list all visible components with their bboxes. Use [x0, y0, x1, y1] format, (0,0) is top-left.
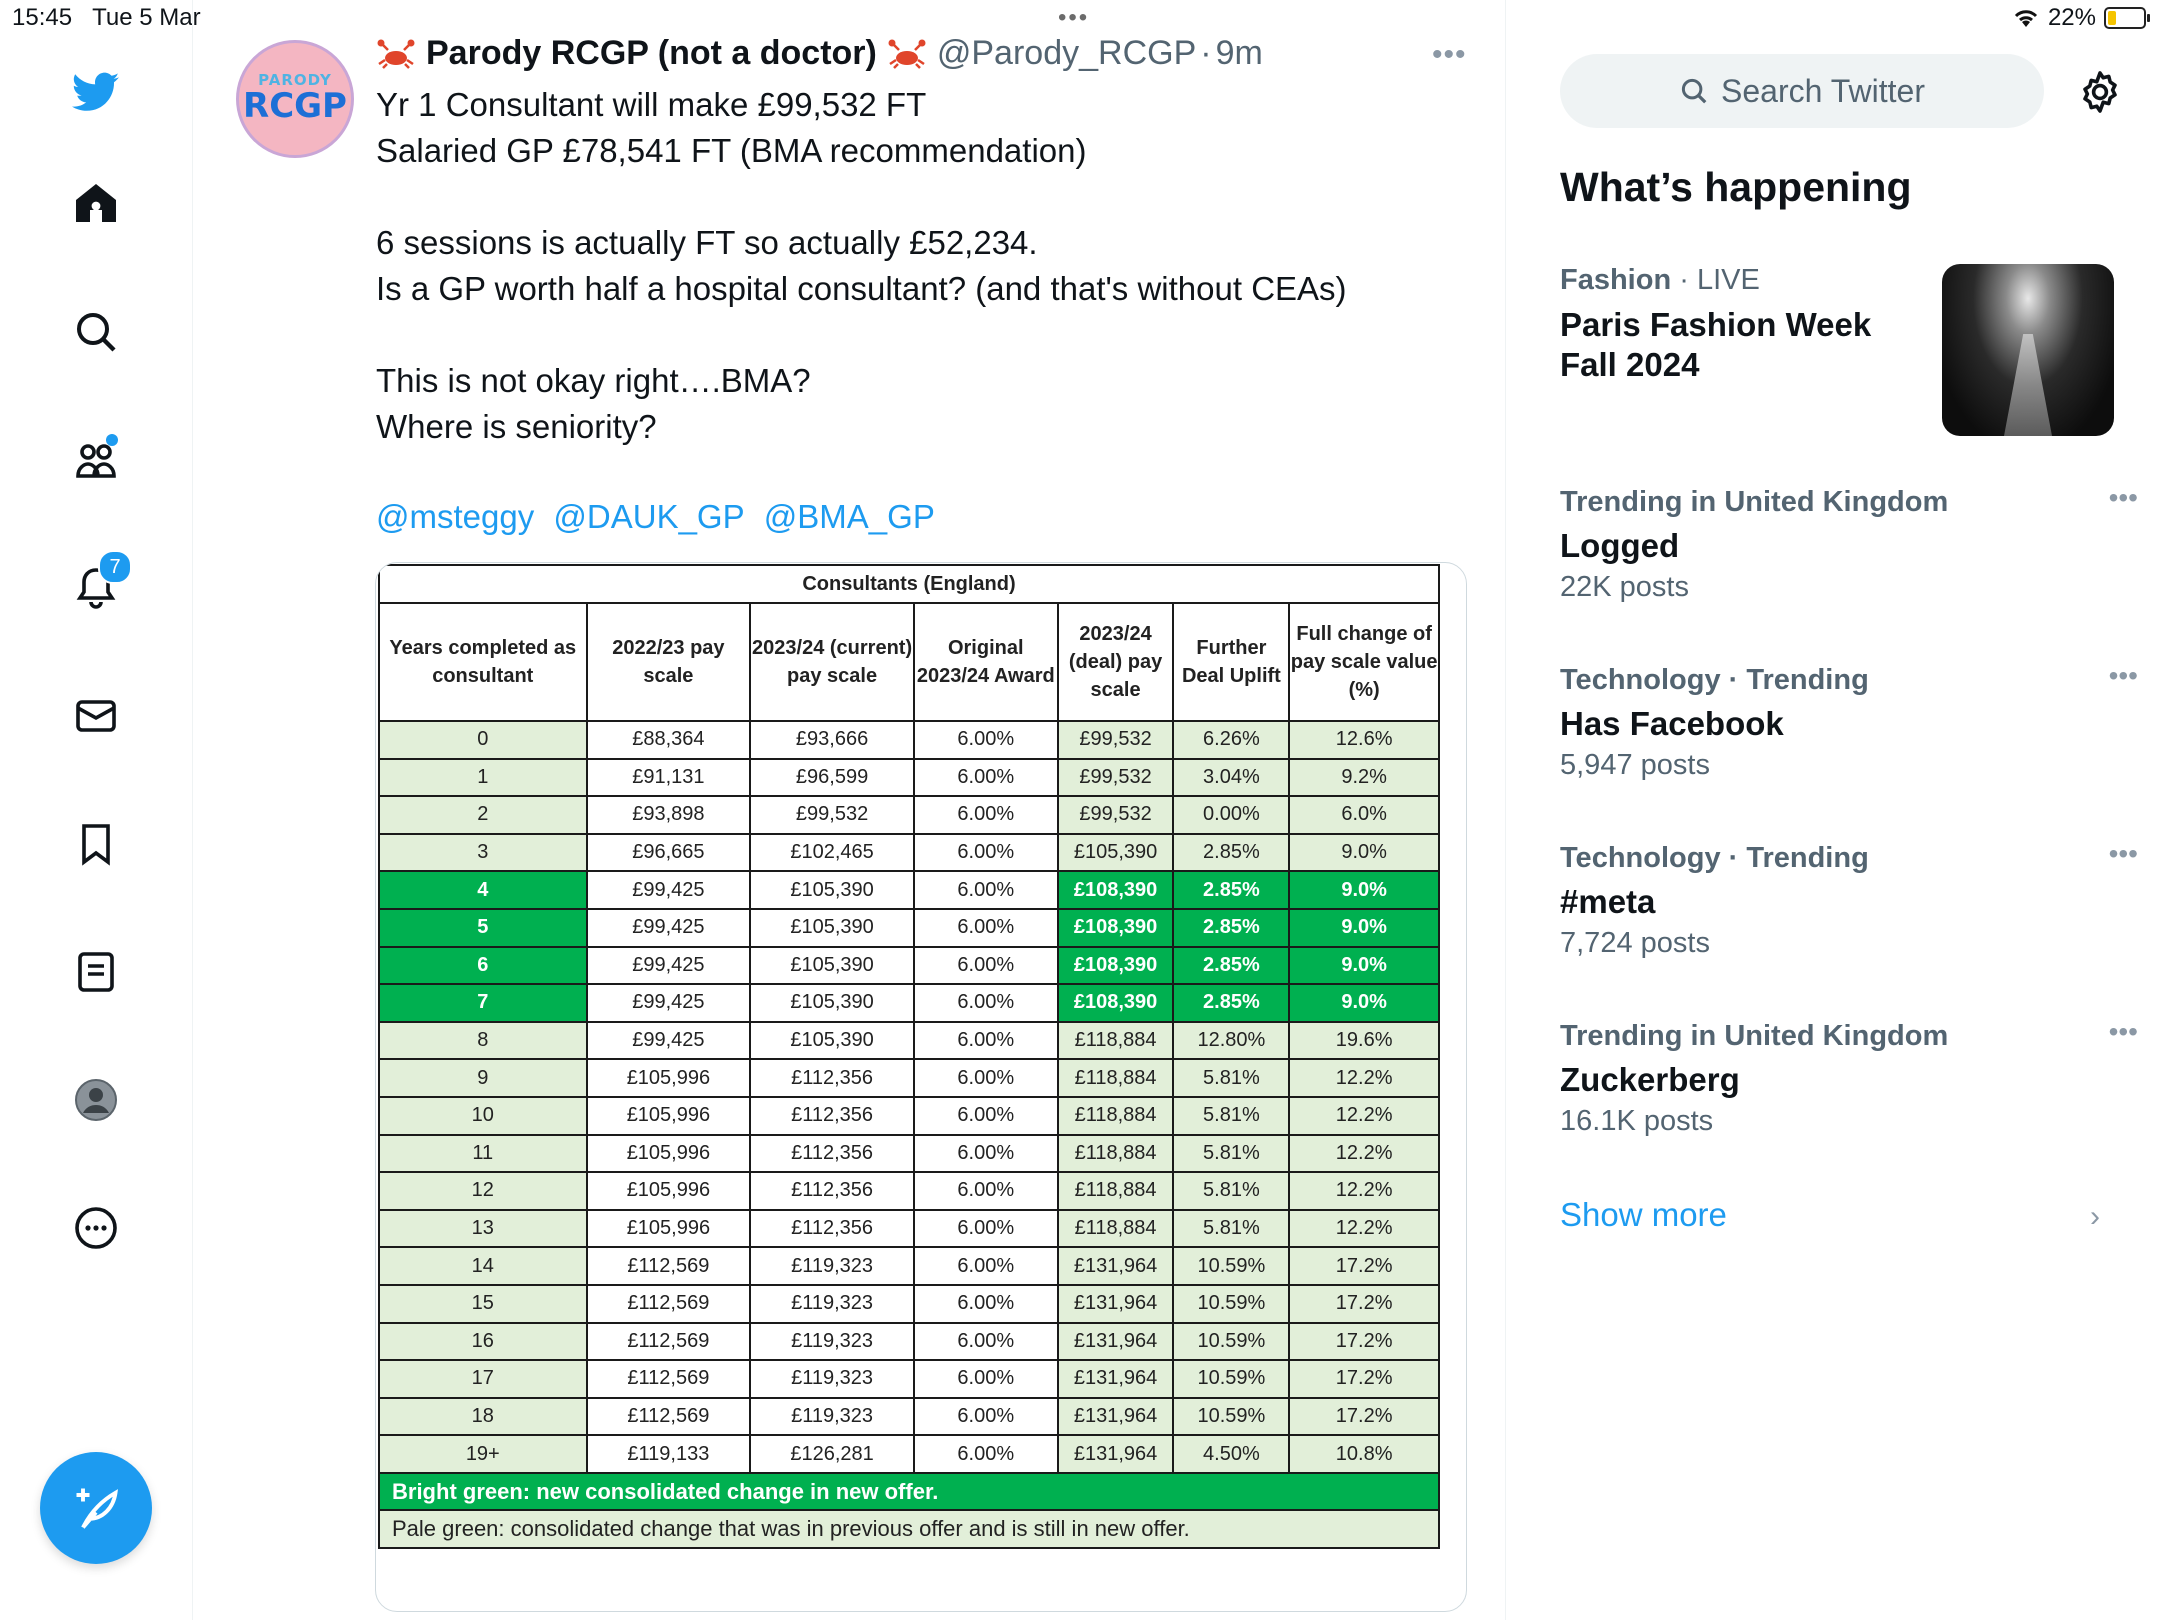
- table-cell: £99,532: [1058, 721, 1174, 759]
- table-row: [379, 1285, 1439, 1323]
- table-cell: 6.00%: [914, 1398, 1058, 1436]
- table-cell: 6.00%: [914, 834, 1058, 872]
- table-cell: £99,425: [587, 871, 751, 909]
- crab-emoji-icon: [887, 38, 927, 70]
- table-cell: £105,996: [587, 1059, 751, 1097]
- table-cell: 4.50%: [1173, 1435, 1289, 1473]
- chevron-right-icon: ›: [2090, 1200, 2100, 1233]
- table-cell: £119,133: [587, 1435, 751, 1473]
- trend-item[interactable]: [1560, 1016, 2138, 1138]
- table-cell: £99,532: [750, 796, 914, 834]
- column-header: 2023/24 (current) pay scale: [750, 603, 914, 721]
- tweet-mentions: [376, 498, 945, 536]
- table-cell: 6.00%: [914, 1247, 1058, 1285]
- table-cell: 9.0%: [1289, 947, 1439, 985]
- table-cell: 6.00%: [914, 1285, 1058, 1323]
- search-placeholder: Search Twitter: [1721, 72, 1925, 109]
- table-cell: £112,569: [587, 1247, 751, 1285]
- table-cell: £99,425: [587, 984, 751, 1022]
- lists-icon[interactable]: [52, 928, 140, 1016]
- table-cell: 2: [379, 796, 587, 834]
- table-cell: £96,599: [750, 759, 914, 797]
- table-cell: 6.00%: [914, 759, 1058, 797]
- table-cell: 6.00%: [914, 1097, 1058, 1135]
- column-header: Full change of pay scale value (%): [1289, 603, 1439, 721]
- table-cell: 10.59%: [1173, 1398, 1289, 1436]
- table-cell: 9.0%: [1289, 909, 1439, 947]
- search-box[interactable]: [1560, 54, 2044, 128]
- table-cell: 12.2%: [1289, 1172, 1439, 1210]
- show-more-link[interactable]: Show more: [1560, 1196, 1727, 1233]
- table-cell: 5.81%: [1173, 1097, 1289, 1135]
- table-cell: 6.0%: [1289, 796, 1439, 834]
- trend-category: Fashion: [1560, 264, 1672, 296]
- trend-count: 5,947 posts: [1560, 749, 1710, 781]
- table-cell: 5.81%: [1173, 1210, 1289, 1248]
- table-cell: 17: [379, 1360, 587, 1398]
- table-row: [379, 796, 1439, 834]
- status-time: 15:45 Tue 5 Mar: [12, 4, 201, 31]
- trend-more-icon[interactable]: •••: [2108, 660, 2138, 691]
- table-cell: £105,390: [1058, 834, 1174, 872]
- table-cell: 5.81%: [1173, 1172, 1289, 1210]
- table-cell: 12.2%: [1289, 1059, 1439, 1097]
- mention-link[interactable]: @BMA_GP: [763, 498, 935, 535]
- table-row: [379, 871, 1439, 909]
- tweet-display-name[interactable]: Parody RCGP (not a doctor): [426, 34, 877, 72]
- table-row: [379, 1323, 1439, 1361]
- table-cell: £88,364: [587, 721, 751, 759]
- table-cell: £119,323: [750, 1323, 914, 1361]
- column-header: 2022/23 pay scale: [587, 603, 751, 721]
- more-options-icon[interactable]: [52, 1184, 140, 1272]
- table-cell: £105,390: [750, 871, 914, 909]
- table-cell: £131,964: [1058, 1360, 1174, 1398]
- table-cell: 9.0%: [1289, 984, 1439, 1022]
- table-row: [379, 909, 1439, 947]
- table-row: [379, 759, 1439, 797]
- table-cell: £99,532: [1058, 796, 1174, 834]
- table-row: [379, 1059, 1439, 1097]
- table-cell: 12.2%: [1289, 1097, 1439, 1135]
- table-cell: 11: [379, 1135, 587, 1173]
- notifications-badge: 7: [98, 550, 132, 584]
- table-cell: £118,884: [1058, 1097, 1174, 1135]
- table-cell: £108,390: [1058, 947, 1174, 985]
- table-cell: 17.2%: [1289, 1398, 1439, 1436]
- table-row: [379, 1172, 1439, 1210]
- table-cell: £99,425: [587, 909, 751, 947]
- table-cell: 5: [379, 909, 587, 947]
- table-row: [379, 1022, 1439, 1060]
- consultant-pay-table: [378, 564, 1440, 1549]
- table-cell: 17.2%: [1289, 1323, 1439, 1361]
- trend-meta: Technology · Trending: [1560, 664, 1869, 696]
- table-cell: 8: [379, 1022, 587, 1060]
- communities-dot: [106, 434, 118, 446]
- table-row: [379, 721, 1439, 759]
- search-icon: [1679, 76, 1709, 106]
- table-cell: £112,569: [587, 1323, 751, 1361]
- table-cell: 6.00%: [914, 909, 1058, 947]
- fashion-runway-image[interactable]: [1942, 264, 2114, 436]
- table-cell: £105,390: [750, 909, 914, 947]
- table-cell: 0: [379, 721, 587, 759]
- table-cell: £96,665: [587, 834, 751, 872]
- table-cell: 3.04%: [1173, 759, 1289, 797]
- table-cell: 6.00%: [914, 1022, 1058, 1060]
- column-header: Years completed as consultant: [379, 603, 587, 721]
- trend-title: Logged: [1560, 527, 1680, 564]
- table-title: Consultants (England): [379, 565, 1439, 603]
- twitter-logo-icon[interactable]: [52, 48, 140, 136]
- table-cell: £118,884: [1058, 1172, 1174, 1210]
- notifications-bell-icon[interactable]: [52, 544, 140, 632]
- table-cell: 5.81%: [1173, 1135, 1289, 1173]
- table-cell: 14: [379, 1247, 587, 1285]
- tweet-separator: ·: [1200, 34, 1212, 72]
- trend-item[interactable]: [1560, 838, 2138, 960]
- table-cell: 10.59%: [1173, 1360, 1289, 1398]
- bookmarks-icon[interactable]: [52, 800, 140, 888]
- table-row: [379, 1398, 1439, 1436]
- table-cell: £119,323: [750, 1247, 914, 1285]
- table-row: [379, 1360, 1439, 1398]
- table-cell: £118,884: [1058, 1210, 1174, 1248]
- table-cell: 6.00%: [914, 1059, 1058, 1097]
- table-cell: £118,884: [1058, 1059, 1174, 1097]
- legend-pale-green: Pale green: consolidated change that was in previous offer and is still in new offer.: [379, 1510, 1439, 1548]
- avatar-main-text: RCGP: [243, 86, 347, 126]
- communities-icon[interactable]: [52, 416, 140, 504]
- table-cell: £118,884: [1058, 1022, 1174, 1060]
- tweet-text: Yr 1 Consultant will make £99,532 FT Salaried GP £78,541 FT (BMA recommendation) 6 sessions is actually FT so actually £52,234. Is a GP worth half a hospital consultant? (and that's without CEAs) This is not okay right….BMA? Where is seniority?: [376, 86, 1347, 445]
- table-cell: 19.6%: [1289, 1022, 1439, 1060]
- table-cell: 3: [379, 834, 587, 872]
- table-cell: 12.2%: [1289, 1210, 1439, 1248]
- table-cell: £112,356: [750, 1097, 914, 1135]
- table-cell: £108,390: [1058, 984, 1174, 1022]
- table-cell: 12.6%: [1289, 721, 1439, 759]
- battery-percent: 22%: [2047, 4, 2096, 31]
- table-cell: 7: [379, 984, 587, 1022]
- table-cell: 2.85%: [1173, 834, 1289, 872]
- table-cell: 17.2%: [1289, 1285, 1439, 1323]
- table-row: [379, 984, 1439, 1022]
- status-right: [2012, 4, 2146, 32]
- table-cell: 10: [379, 1097, 587, 1135]
- tweet-handle[interactable]: @Parody_RCGP: [936, 34, 1197, 72]
- battery-fill: [2108, 11, 2116, 25]
- home-icon[interactable]: [52, 160, 140, 248]
- trend-title: Zuckerberg: [1560, 1061, 1740, 1098]
- table-cell: £93,898: [587, 796, 751, 834]
- table-cell: 10.59%: [1173, 1323, 1289, 1361]
- table-row: [379, 947, 1439, 985]
- tweet-media-image[interactable]: [375, 562, 1467, 1612]
- table-cell: £112,356: [750, 1059, 914, 1097]
- trend-count: 7,724 posts: [1560, 927, 1710, 959]
- messages-mail-icon[interactable]: [52, 672, 140, 760]
- wifi-icon: [2012, 7, 2040, 29]
- trend-title: Has Facebook: [1560, 705, 1784, 742]
- table-cell: 9.0%: [1289, 871, 1439, 909]
- table-row: [379, 1247, 1439, 1285]
- trend-title: #meta: [1560, 883, 1656, 920]
- table-cell: 6.00%: [914, 947, 1058, 985]
- table-cell: £102,465: [750, 834, 914, 872]
- table-cell: 6.00%: [914, 721, 1058, 759]
- table-cell: £112,569: [587, 1360, 751, 1398]
- table-cell: 6.00%: [914, 1435, 1058, 1473]
- legend-bright-green: Bright green: new consolidated change in new offer.: [379, 1473, 1439, 1511]
- table-cell: £105,996: [587, 1097, 751, 1135]
- table-cell: 12.80%: [1173, 1022, 1289, 1060]
- table-cell: 6.26%: [1173, 721, 1289, 759]
- trend-more-icon[interactable]: •••: [2108, 1016, 2138, 1047]
- table-row: [379, 1435, 1439, 1473]
- table-cell: £119,323: [750, 1285, 914, 1323]
- trend-more-icon[interactable]: •••: [2108, 482, 2138, 513]
- table-cell: £131,964: [1058, 1323, 1174, 1361]
- table-row: [379, 1210, 1439, 1248]
- table-cell: 10.59%: [1173, 1247, 1289, 1285]
- mention-link[interactable]: @DAUK_GP: [553, 498, 745, 535]
- explore-search-icon[interactable]: [52, 288, 140, 376]
- table-cell: £119,323: [750, 1398, 914, 1436]
- table-cell: 6.00%: [914, 871, 1058, 909]
- table-row: [379, 1097, 1439, 1135]
- table-cell: £105,390: [750, 984, 914, 1022]
- status-date: Tue 5 Mar: [92, 4, 201, 31]
- table-cell: £99,425: [587, 947, 751, 985]
- settings-gear-icon[interactable]: [2076, 68, 2124, 116]
- table-header-row: [379, 603, 1439, 721]
- tweet-author-avatar[interactable]: [236, 40, 354, 158]
- table-cell: 19+: [379, 1435, 587, 1473]
- table-cell: 12: [379, 1172, 587, 1210]
- trend-live: LIVE: [1696, 264, 1760, 296]
- table-cell: £112,569: [587, 1398, 751, 1436]
- table-cell: £108,390: [1058, 909, 1174, 947]
- profile-avatar-icon[interactable]: [52, 1056, 140, 1144]
- table-cell: 15: [379, 1285, 587, 1323]
- table-cell: 6.00%: [914, 1360, 1058, 1398]
- trend-more-icon[interactable]: •••: [2108, 838, 2138, 869]
- trend-meta: Trending in United Kingdom: [1560, 486, 1949, 518]
- table-cell: 2.85%: [1173, 909, 1289, 947]
- trend-sep: ·: [1679, 264, 1689, 296]
- table-cell: £105,996: [587, 1210, 751, 1248]
- table-cell: £108,390: [1058, 871, 1174, 909]
- table-cell: 17.2%: [1289, 1247, 1439, 1285]
- multitasking-dots-icon[interactable]: •••: [1058, 4, 1090, 31]
- table-cell: 2.85%: [1173, 984, 1289, 1022]
- table-cell: £91,131: [587, 759, 751, 797]
- table-cell: 9: [379, 1059, 587, 1097]
- table-cell: £131,964: [1058, 1285, 1174, 1323]
- mention-link[interactable]: @msteggy: [376, 498, 535, 535]
- table-cell: £131,964: [1058, 1247, 1174, 1285]
- table-row: [379, 1135, 1439, 1173]
- table-cell: 6.00%: [914, 1135, 1058, 1173]
- table-cell: £131,964: [1058, 1398, 1174, 1436]
- compose-feather-icon: [70, 1482, 122, 1534]
- table-cell: £93,666: [750, 721, 914, 759]
- table-cell: 12.2%: [1289, 1135, 1439, 1173]
- table-cell: 18: [379, 1398, 587, 1436]
- compose-tweet-button[interactable]: [40, 1452, 152, 1564]
- table-cell: 10.8%: [1289, 1435, 1439, 1473]
- table-cell: 6.00%: [914, 796, 1058, 834]
- tweet-time[interactable]: 9m: [1215, 34, 1263, 72]
- table-cell: £105,390: [750, 1022, 914, 1060]
- table-cell: 9.2%: [1289, 759, 1439, 797]
- table-cell: £105,390: [750, 947, 914, 985]
- table-cell: £126,281: [750, 1435, 914, 1473]
- table-cell: 5.81%: [1173, 1059, 1289, 1097]
- whats-happening-heading: What’s happening: [1560, 164, 1912, 210]
- tweet-more-icon[interactable]: •••: [1432, 38, 1467, 71]
- table-cell: £118,884: [1058, 1135, 1174, 1173]
- table-cell: 6.00%: [914, 1323, 1058, 1361]
- table-cell: £112,356: [750, 1210, 914, 1248]
- column-header: Further Deal Uplift: [1173, 603, 1289, 721]
- table-cell: £99,425: [587, 1022, 751, 1060]
- table-cell: £119,323: [750, 1360, 914, 1398]
- table-cell: 10.59%: [1173, 1285, 1289, 1323]
- trend-title: Paris Fashion Week Fall 2024: [1560, 306, 1872, 383]
- table-cell: £131,964: [1058, 1435, 1174, 1473]
- trend-meta: Technology · Trending: [1560, 842, 1869, 874]
- table-cell: 13: [379, 1210, 587, 1248]
- table-cell: 6.00%: [914, 984, 1058, 1022]
- table-cell: £112,356: [750, 1172, 914, 1210]
- table-cell: 2.85%: [1173, 871, 1289, 909]
- trend-meta: Trending in United Kingdom: [1560, 1020, 1949, 1052]
- trend-item[interactable]: [1560, 482, 2138, 604]
- trend-count: 22K posts: [1560, 571, 1689, 603]
- battery-icon: [2104, 7, 2146, 29]
- column-header: 2023/24 (deal) pay scale: [1058, 603, 1174, 721]
- crab-emoji-icon: [376, 38, 416, 70]
- table-cell: 4: [379, 871, 587, 909]
- table-cell: £112,569: [587, 1285, 751, 1323]
- table-cell: 16: [379, 1323, 587, 1361]
- tweet-header: [376, 34, 1263, 73]
- trend-count: 16.1K posts: [1560, 1105, 1714, 1137]
- table-cell: £105,996: [587, 1135, 751, 1173]
- table-cell: £112,356: [750, 1135, 914, 1173]
- trend-item[interactable]: [1560, 660, 2138, 782]
- left-nav: [0, 0, 193, 1620]
- table-cell: 0.00%: [1173, 796, 1289, 834]
- column-header: Original 2023/24 Award: [914, 603, 1058, 721]
- table-cell: £99,532: [1058, 759, 1174, 797]
- table-cell: 6: [379, 947, 587, 985]
- table-cell: 9.0%: [1289, 834, 1439, 872]
- table-cell: £105,996: [587, 1172, 751, 1210]
- table-cell: 2.85%: [1173, 947, 1289, 985]
- table-row: [379, 834, 1439, 872]
- table-cell: 6.00%: [914, 1210, 1058, 1248]
- table-cell: 1: [379, 759, 587, 797]
- table-cell: 6.00%: [914, 1172, 1058, 1210]
- table-cell: 17.2%: [1289, 1360, 1439, 1398]
- avatar-top-text: PARODY: [258, 71, 332, 89]
